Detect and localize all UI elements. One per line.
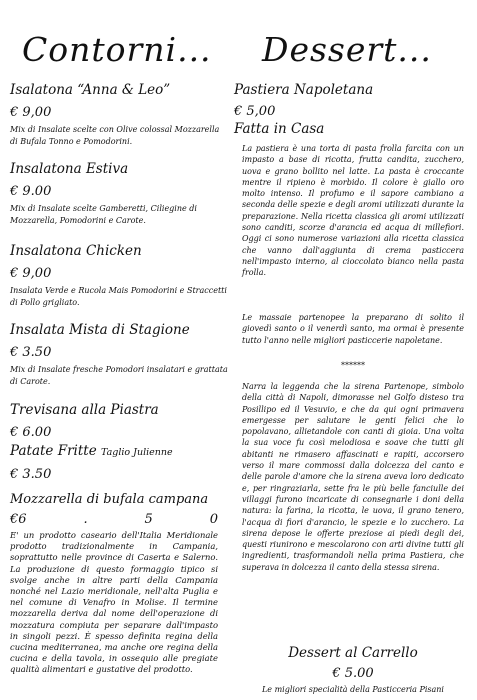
menu-item [10,161,228,226]
item-name: Isalatona “Anna & Leo” [10,82,171,98]
item-description: Insalata Verde e Rucola Mais Pomodorini e Straccetti di Pollo grigliato. [10,286,227,307]
item-price: € 6.00 [10,425,52,440]
item-price: € 3.50 [10,345,52,360]
price-part: 0 [209,512,218,527]
menu-item [10,443,228,483]
item-description: Mix di Insalate fresche Pomodori insalatari e grattata di Carote. [10,365,228,386]
price-part: €6 [10,512,27,527]
item-description: Le migliori specialità della Pasticceria Pisani [261,685,444,694]
item-name-main: Patate Fritte [10,443,97,459]
price-part: 5 [144,512,153,527]
menu-item [10,322,228,387]
dessert-heading: Dessert... [262,30,432,69]
item-name: Mozzarella di bufala campana [10,492,209,507]
contorni-heading: Contorni... [22,30,212,69]
item-price: € 5.00 [332,666,374,681]
item-price: € 9.00 [10,184,52,199]
item-name-note: Taglio Julienne [100,447,173,458]
item-name: Trevisana alla Piastra [10,402,159,418]
separator-stars: ****** [341,361,365,370]
menu-item [10,82,228,147]
pastiera-tradition: Le massaie partenopee la preparano di solito il giovedì santo o il venerdì santo, ma ormai è presente tutto l'anno nelle migliori pasticcerie napoletane. [242,313,464,345]
item-price: € 5,00 [234,104,276,119]
pastiera-item [234,82,470,138]
menu-item [10,243,228,308]
pastiera-description: La pastiera è una torta di pasta frolla farcita con un impasto a base di ricotta, frutta candita, zucchero, uova e grano bollito nel latte. La pasta è croccante mentre il ripieno è morbido. Il colore è giallo oro molto intenso. Il profumo e il sapore cambiano a seconda delle spezie e degli aromi utilizzati durante la preparazione. Nella ricetta classica gli aromi utilizzati sono canditi, scorze d'arancia ed acqua di millefiori. Oggi ci sono numerose variazioni alla ricetta classica che vanno dall'aggiunta di crema pasticcera nell'impasto interno, al cioccolato bianco nella pasta frolla. [242,144,464,278]
item-description: E' un prodotto caseario dell'Italia Meridionale prodotto tradizionalmente in Campania, soprattutto nelle province di Caserta e Salerno. La produzione di questo formaggio tipico si svolge anche in altre parti della Campania nonché nel Lazio meridionale, nell'alta Puglia e nel comune di Venafro in Molise. Il termine mozzarella deriva dal nome dell'operazione di mozzatura compiuta per separare dall'impasto in singoli pezzi. È spesso definita regina della cucina mediterranea, ma anche ore regina della cucina e della tavola, in ossequio alle pregiate qualità alimentari e gustative del prodotto. [10,530,218,675]
item-name: Insalata Mista di Stagione [10,322,190,338]
item-price [10,511,218,528]
item-price: € 3.50 [10,467,52,482]
item-subtitle: Fatta in Casa [234,121,325,137]
pastiera-legend: Narra la leggenda che la sirena Partenope, simbolo della città di Napoli, dimorasse nel Golfo disteso tra Posillipo ed il Vesuvio, e che da qui ogni primavera emergesse per salutare le genti felici che lo popolavano, allietandole con canti di gioia. Una volta la sua voce fu così melodiosa e soave che tutti gli abitanti ne rimasero affascinati e rapiti, accorsero verso il mare commossi dalla dolcezza del canto e delle parole d'amore che la sirena aveva loro dedicato e, per ringraziarla, sette fra le più belle fanciulle dei villaggi furono incaricate di consegnarle i doni della natura: la farina, la ricotta, le uova, il grano tenero, l'acqua di fiori d'arancio, le spezie e lo zucchero. La sirena depose le offerte preziose ai piedi degli dei, questi riunirono e mescolarono con arti divine tutti gli ingredienti, trasformandoli nella prima Pastiera, che superava in dolcezza il canto della stessa sirena. [242,382,464,572]
item-price: € 9,00 [10,266,52,281]
menu-item [10,402,228,441]
item-name: Insalatona Estiva [10,161,129,177]
mozzarella-box [10,491,218,676]
item-name: Dessert al Carrello [288,645,418,661]
item-description: Mix di Insalate scelte con Olive colossal Mozzarella di Bufala Tonno e Pomodorini. [10,125,220,146]
item-description: Mix di Insalate scelte Gamberetti, Ciliegine di Mozzarella, Pomodorini e Carote. [10,204,197,225]
item-price: € 9,00 [10,105,52,120]
price-part: . [83,512,88,527]
item-name [10,443,228,461]
carrello-item [242,645,464,696]
item-name: Pastiera Napoletana [234,82,374,98]
item-name: Insalatona Chicken [10,243,142,259]
